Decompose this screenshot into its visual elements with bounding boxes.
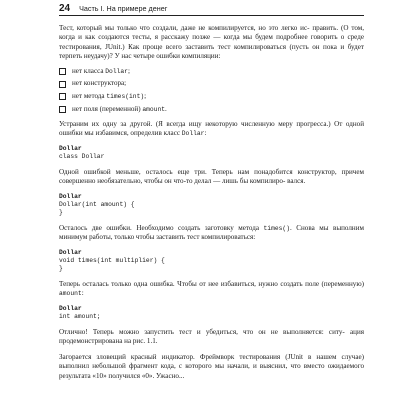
code-block-class: Dollar class Dollar: [59, 145, 364, 161]
paragraph-run-test: Отлично! Теперь можно запустить тест и убедиться, что он не выполняется: ситу- ация продемонстрирована на рис. 1.1.: [59, 327, 365, 346]
checkbox-icon: [59, 93, 66, 100]
code-label: Dollar: [59, 305, 82, 313]
paragraph-times: Осталось две ошибки. Необходимо создать заготовку метода times(). Снова мы выполним минимум работы, только чтобы заставить тест компилироваться:: [59, 223, 364, 242]
header-rule: [59, 15, 364, 16]
compile-errors-list: [59, 65, 364, 115]
code-label: Dollar: [59, 192, 82, 200]
page-body: [59, 24, 364, 381]
code-block-field: Dollar int amount;: [59, 305, 364, 321]
code-block-constructor: Dollar Dollar(int amount) { }: [59, 193, 364, 218]
list-item: нет метода times(int);: [59, 90, 364, 103]
list-item: нет класса Dollar;: [59, 65, 364, 78]
paragraph-constructor: Одной ошибкой меньше, осталось еще три. Теперь нам понадобится конструктор, причем совершенно необязательно, чтобы он что-то делал — лишь бы компилиро- вался.: [59, 167, 364, 185]
checkbox-icon: [59, 81, 66, 88]
code-label: Dollar: [59, 248, 82, 256]
paragraph-red-bar: Загорается зловещий красный индикатор. Фреймворк тестирования (JUnit в нашем случае) выполнил небольшой фрагмент кода, с которого мы начали, и выяснил, что вместо ожидаемого результата «10» получился «0». Ужасно...: [59, 353, 364, 380]
checkbox-icon: [59, 106, 66, 113]
running-title: Часть I. На примере денег: [79, 4, 168, 13]
page-number: 24: [59, 3, 71, 14]
code-block-times: Dollar void times(int multiplier) { }: [59, 249, 364, 274]
paragraph-intro: Тест, который мы только что создали, даже не компилируется, но это легко ис- править. (О том, когда и как создаются тесты, я расскажу позже — когда мы будем подробнее говорить о среде тестирования, JUnit.) Как проще всего заставить тест компилироваться (пусть он пока и будет терпеть неудачу)? У нас четыре ошибки компиляции:: [59, 24, 364, 60]
list-item: нет конструктора;: [59, 78, 364, 91]
checkbox-icon: [59, 68, 66, 75]
paragraph-fix-one: Устраним их одну за другой. (Я всегда ищу некоторую численную меру прогресса.) От одной ошибки мы избавимся, определив класс Dollar:: [59, 119, 364, 137]
paragraph-amount: Теперь осталась только одна ошибка. Чтобы от нее избавиться, нужно создать поле (переменную) amount:: [59, 279, 364, 298]
code-label: Dollar: [59, 144, 82, 152]
list-item: нет поля (переменной) amount.: [59, 103, 364, 116]
page-header: [59, 2, 167, 15]
